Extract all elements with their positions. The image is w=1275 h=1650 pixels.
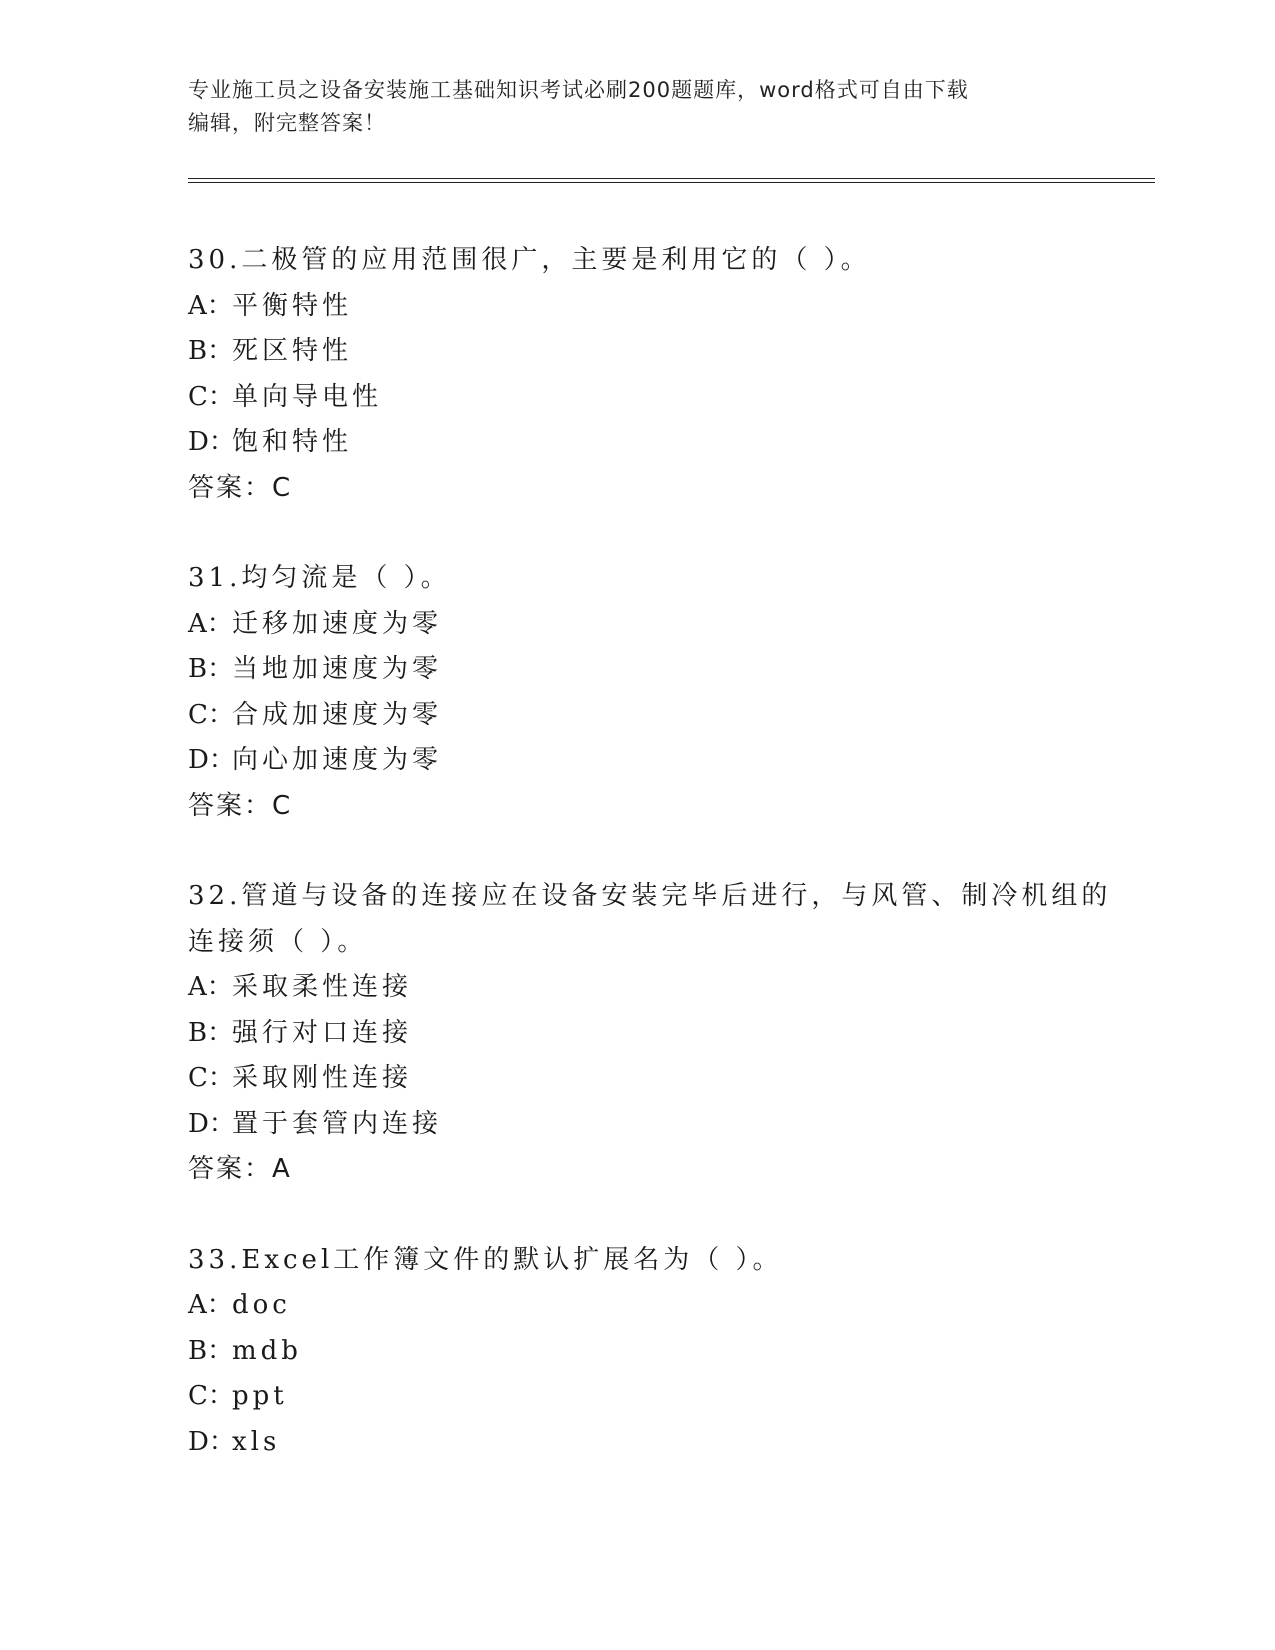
answer-line: 答案：C xyxy=(188,790,293,821)
option-key: A： xyxy=(188,1290,233,1320)
option-key: D： xyxy=(188,1426,235,1457)
question-stem: 31.均匀流是（ ）。 xyxy=(188,563,451,593)
question-stem: 30.二极管的应用范围很广，主要是利用它的（ ）。 xyxy=(188,245,871,275)
option-a xyxy=(188,284,1088,330)
option-key: B： xyxy=(188,1335,234,1366)
question-stem: 33.Excel工作簿文件的默认扩展名为（ ）。 xyxy=(188,1244,783,1275)
question-32 xyxy=(188,874,1112,1193)
option-key: D： xyxy=(188,1108,235,1139)
question-30 xyxy=(188,238,1088,511)
question-stem-line-1: 32.管道与设备的连接应在设备安装完毕后进行，与风管、制冷机组的 xyxy=(188,881,1112,911)
option-b xyxy=(188,1011,1088,1057)
option-a xyxy=(188,1283,1088,1329)
option-d xyxy=(188,738,1088,784)
option-key: A： xyxy=(188,972,233,1002)
option-key: C： xyxy=(188,699,234,730)
option-c xyxy=(188,1374,1088,1420)
option-c xyxy=(188,693,1088,739)
option-text: 采取刚性连接 xyxy=(232,1063,413,1093)
question-31 xyxy=(188,556,1088,829)
option-text: 饱和特性 xyxy=(232,427,353,457)
option-text: 单向导电性 xyxy=(232,381,383,412)
option-key: C： xyxy=(188,1063,234,1093)
option-key: B： xyxy=(188,336,234,366)
option-a xyxy=(188,965,1088,1011)
option-text: 强行对口连接 xyxy=(232,1017,413,1048)
option-b xyxy=(188,647,1088,693)
option-d xyxy=(188,1102,1088,1148)
option-key: B： xyxy=(188,654,234,684)
option-text: 死区特性 xyxy=(232,336,353,366)
option-c xyxy=(188,375,1088,421)
option-text: 采取柔性连接 xyxy=(232,972,413,1002)
option-text: 置于套管内连接 xyxy=(232,1108,443,1139)
option-b xyxy=(188,1329,1088,1375)
answer-line: 答案：A xyxy=(188,1154,292,1184)
header-title-line-1: 专业施工员之设备安装施工基础知识考试必刷200题题库，word格式可自由下载 xyxy=(188,78,969,102)
option-text: mdb xyxy=(232,1335,302,1366)
option-c xyxy=(188,1056,1088,1102)
option-text: 合成加速度为零 xyxy=(232,699,443,730)
option-d xyxy=(188,420,1088,466)
option-text: ppt xyxy=(232,1381,288,1411)
option-key: D： xyxy=(188,745,235,775)
option-text: 当地加速度为零 xyxy=(232,654,443,684)
question-stem-line-2: 连接须（ ）。 xyxy=(188,926,368,957)
header-title-line-2: 编辑，附完整答案！ xyxy=(188,111,386,135)
option-a xyxy=(188,602,1088,648)
option-b xyxy=(188,329,1088,375)
option-key: D： xyxy=(188,427,235,457)
option-d xyxy=(188,1420,1088,1466)
option-text: 迁移加速度为零 xyxy=(232,608,443,639)
document-header xyxy=(188,74,1088,140)
option-text: doc xyxy=(232,1290,291,1320)
option-text: 向心加速度为零 xyxy=(232,745,443,775)
question-list xyxy=(188,238,1112,1510)
option-key: B： xyxy=(188,1017,234,1048)
option-text: 平衡特性 xyxy=(232,290,353,321)
option-key: A： xyxy=(188,290,233,321)
option-key: C： xyxy=(188,1381,234,1411)
answer-line: 答案：C xyxy=(188,472,293,503)
option-key: A： xyxy=(188,608,233,639)
question-33 xyxy=(188,1238,1088,1466)
header-double-rule xyxy=(188,178,1155,183)
option-text: xls xyxy=(232,1426,281,1457)
option-key: C： xyxy=(188,381,234,412)
